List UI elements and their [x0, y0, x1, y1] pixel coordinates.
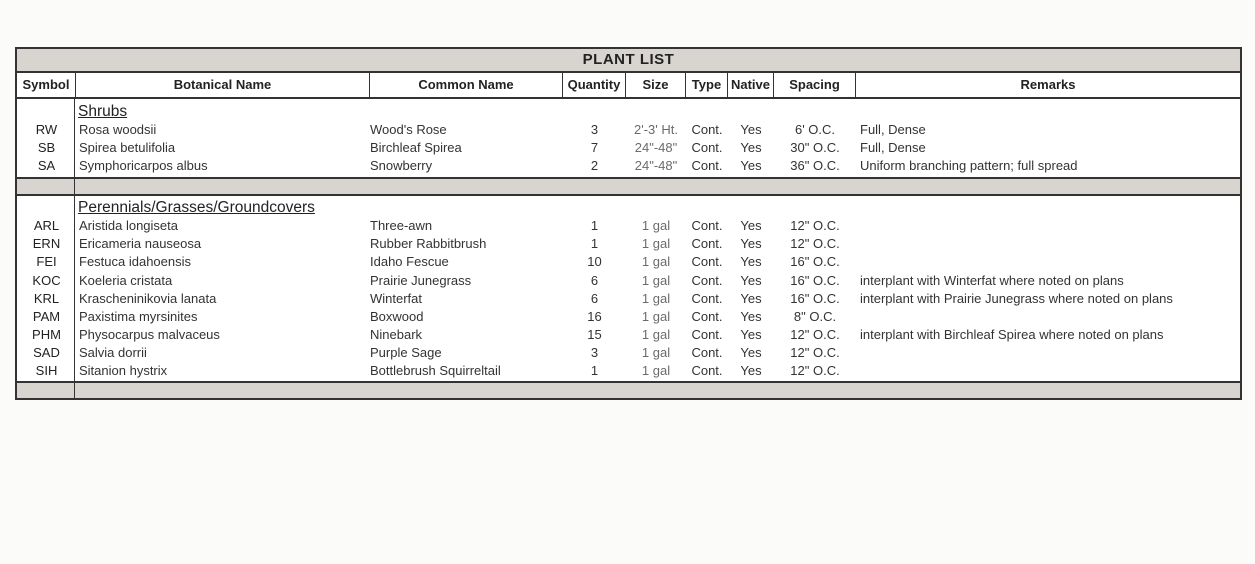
cell-symbol: SIH [35, 363, 58, 379]
cell-type: Cont. [691, 158, 723, 174]
cell-quantity: 7 [590, 140, 599, 156]
cell-type: Cont. [691, 122, 723, 137]
section-shrubs [17, 99, 1240, 177]
section-title: Shrubs [78, 103, 128, 120]
cell-remarks [856, 235, 1240, 253]
header-row [17, 73, 1240, 99]
cell-botanical-name: Symphoricarpos albus [79, 158, 208, 174]
cell-common-name: Birchleaf Spirea [370, 140, 462, 156]
cell-quantity: 1 [590, 218, 599, 234]
cell-native: Yes [740, 344, 762, 360]
header-type: Type [686, 73, 728, 97]
cell-size: 1 gal [641, 290, 671, 306]
cell-remarks: Full, Dense [860, 122, 926, 137]
cell-type: Cont. [691, 236, 723, 252]
cell-remarks: interplant with Birchleaf Spirea where noted on plans [860, 326, 1164, 342]
cell-remarks [856, 344, 1240, 362]
cell-remarks [856, 253, 1240, 271]
table-row [17, 121, 1240, 139]
cell-remarks [856, 308, 1240, 326]
cell-common-name: Snowberry [370, 158, 433, 174]
cell-type: Cont. [691, 272, 723, 288]
cell-size: 1 gal [641, 308, 671, 324]
cell-botanical-name: Festuca idahoensis [79, 254, 192, 270]
table-row [17, 235, 1240, 253]
cell-size: 24"-48" [634, 140, 678, 156]
cell-type: Cont. [691, 344, 723, 360]
cell-symbol: SA [37, 158, 56, 174]
cell-botanical-name: Sitanion hystrix [79, 363, 168, 379]
cell-quantity: 1 [590, 363, 599, 379]
cell-size: 2'-3' Ht. [634, 122, 678, 137]
cell-native: Yes [740, 158, 762, 174]
table-row [17, 308, 1240, 326]
table-footer-bar [17, 381, 1240, 398]
cell-symbol: ERN [32, 236, 61, 252]
cell-symbol: FEI [36, 254, 57, 270]
cell-common-name: Idaho Fescue [370, 254, 449, 270]
cell-native: Yes [740, 140, 762, 156]
cell-size: 1 gal [641, 254, 671, 270]
header-quantity: Quantity [563, 73, 626, 97]
cell-native: Yes [740, 122, 762, 137]
cell-type: Cont. [691, 326, 723, 342]
header-spacing: Spacing [774, 73, 856, 97]
cell-size: 1 gal [641, 236, 671, 252]
cell-quantity: 3 [590, 122, 599, 137]
cell-quantity: 3 [590, 344, 599, 360]
cell-size: 1 gal [641, 326, 671, 342]
cell-common-name: Purple Sage [370, 344, 442, 360]
cell-symbol: PHM [32, 326, 61, 342]
cell-symbol: SAD [33, 344, 60, 360]
cell-quantity: 16 [587, 308, 602, 324]
header-symbol: Symbol [17, 73, 76, 97]
cell-spacing: 16" O.C. [790, 272, 840, 288]
table-row [17, 344, 1240, 362]
cell-botanical-name: Aristida longiseta [79, 218, 178, 234]
cell-spacing: 16" O.C. [790, 254, 840, 270]
cell-symbol: SB [37, 140, 56, 156]
cell-spacing: 36" O.C. [790, 158, 840, 174]
cell-symbol: KRL [33, 290, 60, 306]
cell-remarks: Full, Dense [860, 140, 926, 156]
table-row [17, 290, 1240, 308]
section-separator [17, 177, 1240, 196]
cell-native: Yes [740, 326, 762, 342]
cell-common-name: Ninebark [370, 326, 423, 342]
cell-type: Cont. [691, 308, 723, 324]
cell-spacing: 12" O.C. [790, 236, 840, 252]
table-row [17, 362, 1240, 380]
cell-botanical-name: Koeleria cristata [79, 272, 173, 288]
cell-quantity: 10 [587, 254, 602, 270]
cell-quantity: 6 [590, 272, 599, 288]
cell-size: 1 gal [641, 363, 671, 379]
section-perennials [17, 196, 1240, 381]
cell-common-name: Bottlebrush Squirreltail [370, 363, 501, 379]
cell-size: 1 gal [641, 344, 671, 360]
cell-symbol: RW [35, 122, 58, 137]
cell-remarks: interplant with Prairie Junegrass where noted on plans [860, 290, 1173, 306]
cell-native: Yes [740, 272, 762, 288]
cell-quantity: 1 [590, 236, 599, 252]
cell-native: Yes [740, 254, 762, 270]
cell-spacing: 6' O.C. [794, 122, 836, 137]
cell-remarks [856, 217, 1240, 235]
table-row [17, 326, 1240, 344]
cell-quantity: 2 [590, 158, 599, 174]
table-row [17, 272, 1240, 290]
cell-remarks [856, 362, 1240, 380]
cell-common-name: Prairie Junegrass [370, 272, 472, 288]
plant-list-table [15, 47, 1242, 400]
header-common-name: Common Name [370, 73, 563, 97]
cell-native: Yes [740, 290, 762, 306]
cell-type: Cont. [691, 363, 723, 379]
cell-quantity: 15 [587, 326, 602, 342]
table-row [17, 217, 1240, 235]
cell-botanical-name: Spirea betulifolia [79, 140, 176, 156]
cell-type: Cont. [691, 290, 723, 306]
table-title: PLANT LIST [17, 49, 1240, 73]
cell-botanical-name: Krascheninikovia lanata [79, 290, 217, 306]
section-title: Perennials/Grasses/Groundcovers [78, 199, 315, 217]
cell-type: Cont. [691, 218, 723, 234]
cell-type: Cont. [691, 254, 723, 270]
table-row [17, 157, 1240, 175]
cell-botanical-name: Physocarpus malvaceus [79, 326, 220, 342]
cell-common-name: Winterfat [370, 290, 423, 306]
header-size: Size [626, 73, 686, 97]
header-native: Native [728, 73, 774, 97]
cell-spacing: 8" O.C. [793, 308, 837, 324]
cell-symbol: KOC [32, 272, 61, 288]
cell-botanical-name: Salvia dorrii [79, 344, 147, 360]
cell-remarks: Uniform branching pattern; full spread [860, 158, 1078, 174]
cell-common-name: Boxwood [370, 308, 424, 324]
cell-spacing: 16" O.C. [790, 290, 840, 306]
cell-quantity: 6 [590, 290, 599, 306]
header-botanical-name: Botanical Name [76, 73, 370, 97]
cell-botanical-name: Ericameria nauseosa [79, 236, 202, 252]
cell-native: Yes [740, 308, 762, 324]
cell-native: Yes [740, 363, 762, 379]
table-row [17, 253, 1240, 271]
cell-spacing: 30" O.C. [790, 140, 840, 156]
cell-remarks: interplant with Winterfat where noted on plans [860, 272, 1124, 288]
cell-size: 1 gal [641, 272, 671, 288]
cell-spacing: 12" O.C. [790, 363, 840, 379]
header-remarks: Remarks [1020, 77, 1076, 92]
cell-symbol: PAM [32, 308, 61, 324]
cell-symbol: ARL [33, 218, 60, 234]
cell-native: Yes [740, 218, 762, 234]
cell-native: Yes [740, 236, 762, 252]
cell-spacing: 12" O.C. [790, 326, 840, 342]
cell-botanical-name: Rosa woodsii [79, 122, 157, 137]
cell-spacing: 12" O.C. [790, 344, 840, 360]
cell-size: 1 gal [641, 218, 671, 234]
table-row [17, 139, 1240, 157]
cell-type: Cont. [691, 140, 723, 156]
cell-spacing: 12" O.C. [790, 218, 840, 234]
cell-common-name: Wood's Rose [370, 122, 447, 137]
cell-botanical-name: Paxistima myrsinites [79, 308, 198, 324]
cell-common-name: Three-awn [370, 218, 433, 234]
cell-size: 24"-48" [634, 158, 678, 174]
cell-common-name: Rubber Rabbitbrush [370, 236, 487, 252]
